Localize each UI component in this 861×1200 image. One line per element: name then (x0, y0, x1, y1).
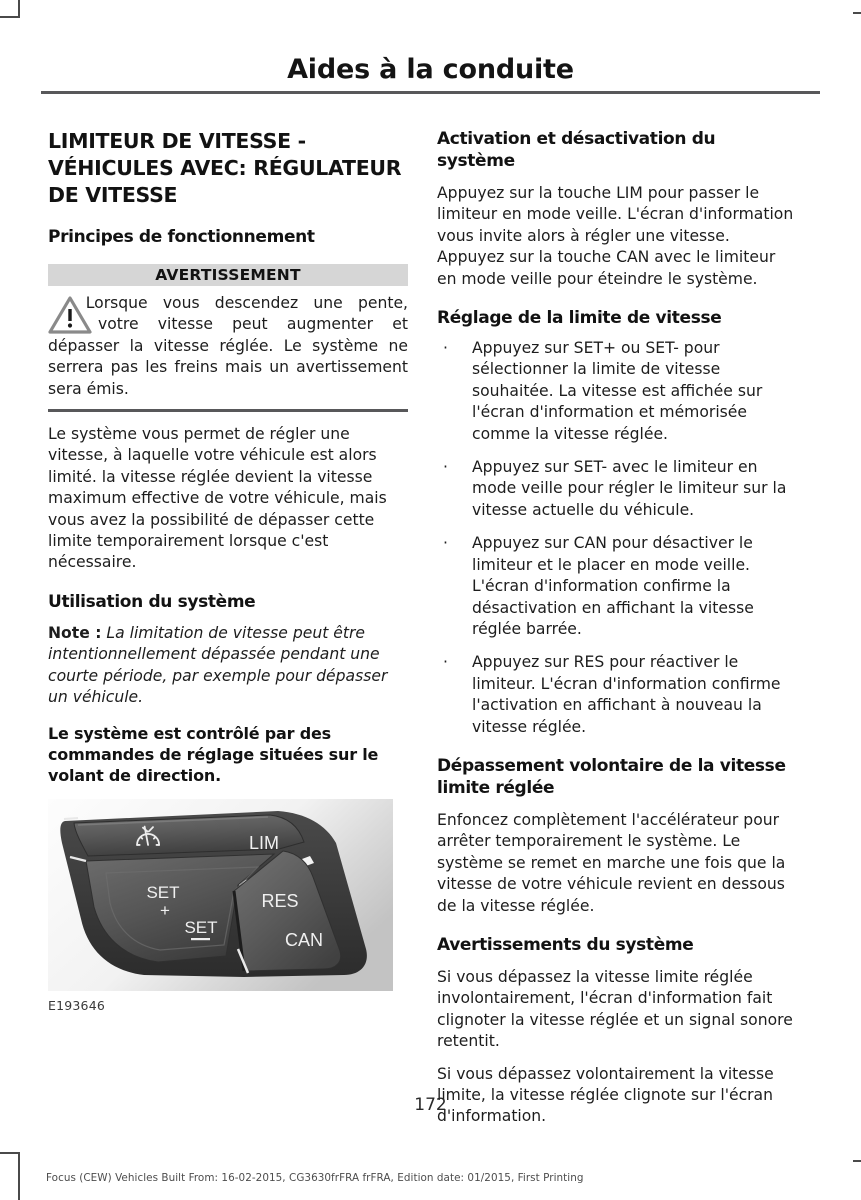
note-label: Note : (48, 623, 102, 642)
list-item (437, 533, 797, 640)
bullet-marker: · (443, 339, 448, 358)
figure-label-minus-sign (191, 938, 210, 940)
steering-wheel-switch-illustration (48, 799, 393, 991)
note-paragraph (48, 623, 408, 709)
page-number: 172 (414, 1095, 447, 1115)
warning-text-block (48, 293, 408, 400)
bullet-marker: · (443, 534, 448, 553)
speed-limit-setting-list (437, 338, 797, 738)
header-divider (41, 91, 820, 94)
warning-banner: AVERTISSEMENT (48, 264, 408, 286)
warning-divider (48, 409, 408, 412)
figure-label-can: CAN (284, 929, 324, 950)
subheading-override: Dépassement volontaire de la vitesse limite réglée (437, 755, 786, 798)
bullet-marker: · (443, 458, 448, 477)
figure-label-lim: LIM (248, 832, 280, 853)
subheading-activation: Activation et désactivation du système (437, 129, 716, 171)
paragraph-activation: Appuyez sur la touche LIM pour passer le limiteur en mode veille. L'écran d'information vous invite alors à régler une vitesse. Appuyez sur la touche CAN avec le limiteur en mode veille pour éteindre le système. (437, 184, 794, 288)
paragraph-override: Enfoncez complètement l'accélérateur pour arrêter temporairement le système. Le système se remet en marche une fois que la vitesse de votre véhicule revient en dessous de la vitesse réglée. (437, 810, 786, 915)
page-title: Aides à la conduite (287, 54, 574, 85)
left-column (48, 128, 408, 1013)
paragraph-warning-involuntary: Si vous dépassez la vitesse limite réglée involontairement, l'écran d'information fait clignoter la vitesse réglée et un signal sonore retentit. (437, 967, 793, 1051)
paragraph-warning-voluntary: Si vous dépassez volontairement la vitesse limite, la vitesse réglée clignote sur l'écran d'information. (437, 1064, 774, 1126)
steering-wheel-controls-figure (48, 799, 393, 1013)
figure-label-set-minus: SET (184, 917, 218, 937)
crop-mark-bottom-right (853, 1160, 861, 1162)
list-item (437, 338, 797, 445)
crop-mark-top-right (853, 12, 861, 14)
crop-mark-bottom-left (0, 1152, 20, 1200)
controls-statement: Le système est contrôlé par des commandes de réglage situées sur le volant de direction. (48, 723, 379, 786)
crop-mark-top-left (0, 0, 20, 18)
subheading-warnings: Avertissements du système (437, 934, 694, 955)
list-item-text: Appuyez sur RES pour réactiver le limiteur. L'écran d'information confirme l'activation en affichant à nouveau la vitesse réglée. (472, 653, 781, 736)
list-item (437, 652, 797, 738)
paragraph-overview: Le système vous permet de régler une vitesse, à laquelle votre véhicule est alors limité. la vitesse réglée devient la vitesse maximum effective de votre véhicule, mais vous avez la possibilité de dépasser cette limite temporairement lorsque c'est nécessaire. (48, 425, 387, 572)
subheading-usage: Utilisation du système (48, 591, 256, 612)
figure-label-plus-sign: + (160, 900, 170, 920)
figure-label-res: RES (261, 890, 299, 911)
footer-imprint: Focus (CEW) Vehicles Built From: 16-02-2015, CG3630frFRA frFRA, Edition date: 01/2015, First Printing (46, 1172, 584, 1184)
list-item-text: Appuyez sur CAN pour désactiver le limiteur et le placer en mode veille. L'écran d'information confirme la désactivation en affichant la vitesse réglée barrée. (472, 534, 754, 638)
figure-label-set-plus: SET (146, 882, 180, 902)
warning-message: Lorsque vous descendez une pente, votre vitesse peut augmenter et dépasser la vitesse réglée. Le système ne serrera pas les freins mais un avertissement sera émis. (48, 294, 408, 398)
note-body: La limitation de vitesse peut être intentionnellement dépassée pendant une courte période, par exemple pour dépasser un véhicule. (48, 623, 388, 707)
figure-id-label: E193646 (48, 997, 106, 1013)
list-item-text: Appuyez sur SET+ ou SET- pour sélectionner la limite de vitesse souhaitée. La vitesse est affichée sur l'écran d'information et mémorisée comme la vitesse réglée. (472, 339, 763, 443)
list-item (437, 457, 797, 521)
subheading-principles: Principes de fonctionnement (48, 227, 315, 247)
section-title: LIMITEUR DE VITESSE - VÉHICULES AVEC: RÉGULATEUR DE VITESSE (48, 129, 402, 207)
list-item-text: Appuyez sur SET- avec le limiteur en mode veille pour régler le limiteur sur la vitesse actuelle du véhicule. (472, 458, 787, 519)
right-column (437, 128, 797, 1128)
subheading-setting: Réglage de la limite de vitesse (437, 308, 722, 329)
bullet-marker: · (443, 653, 448, 672)
